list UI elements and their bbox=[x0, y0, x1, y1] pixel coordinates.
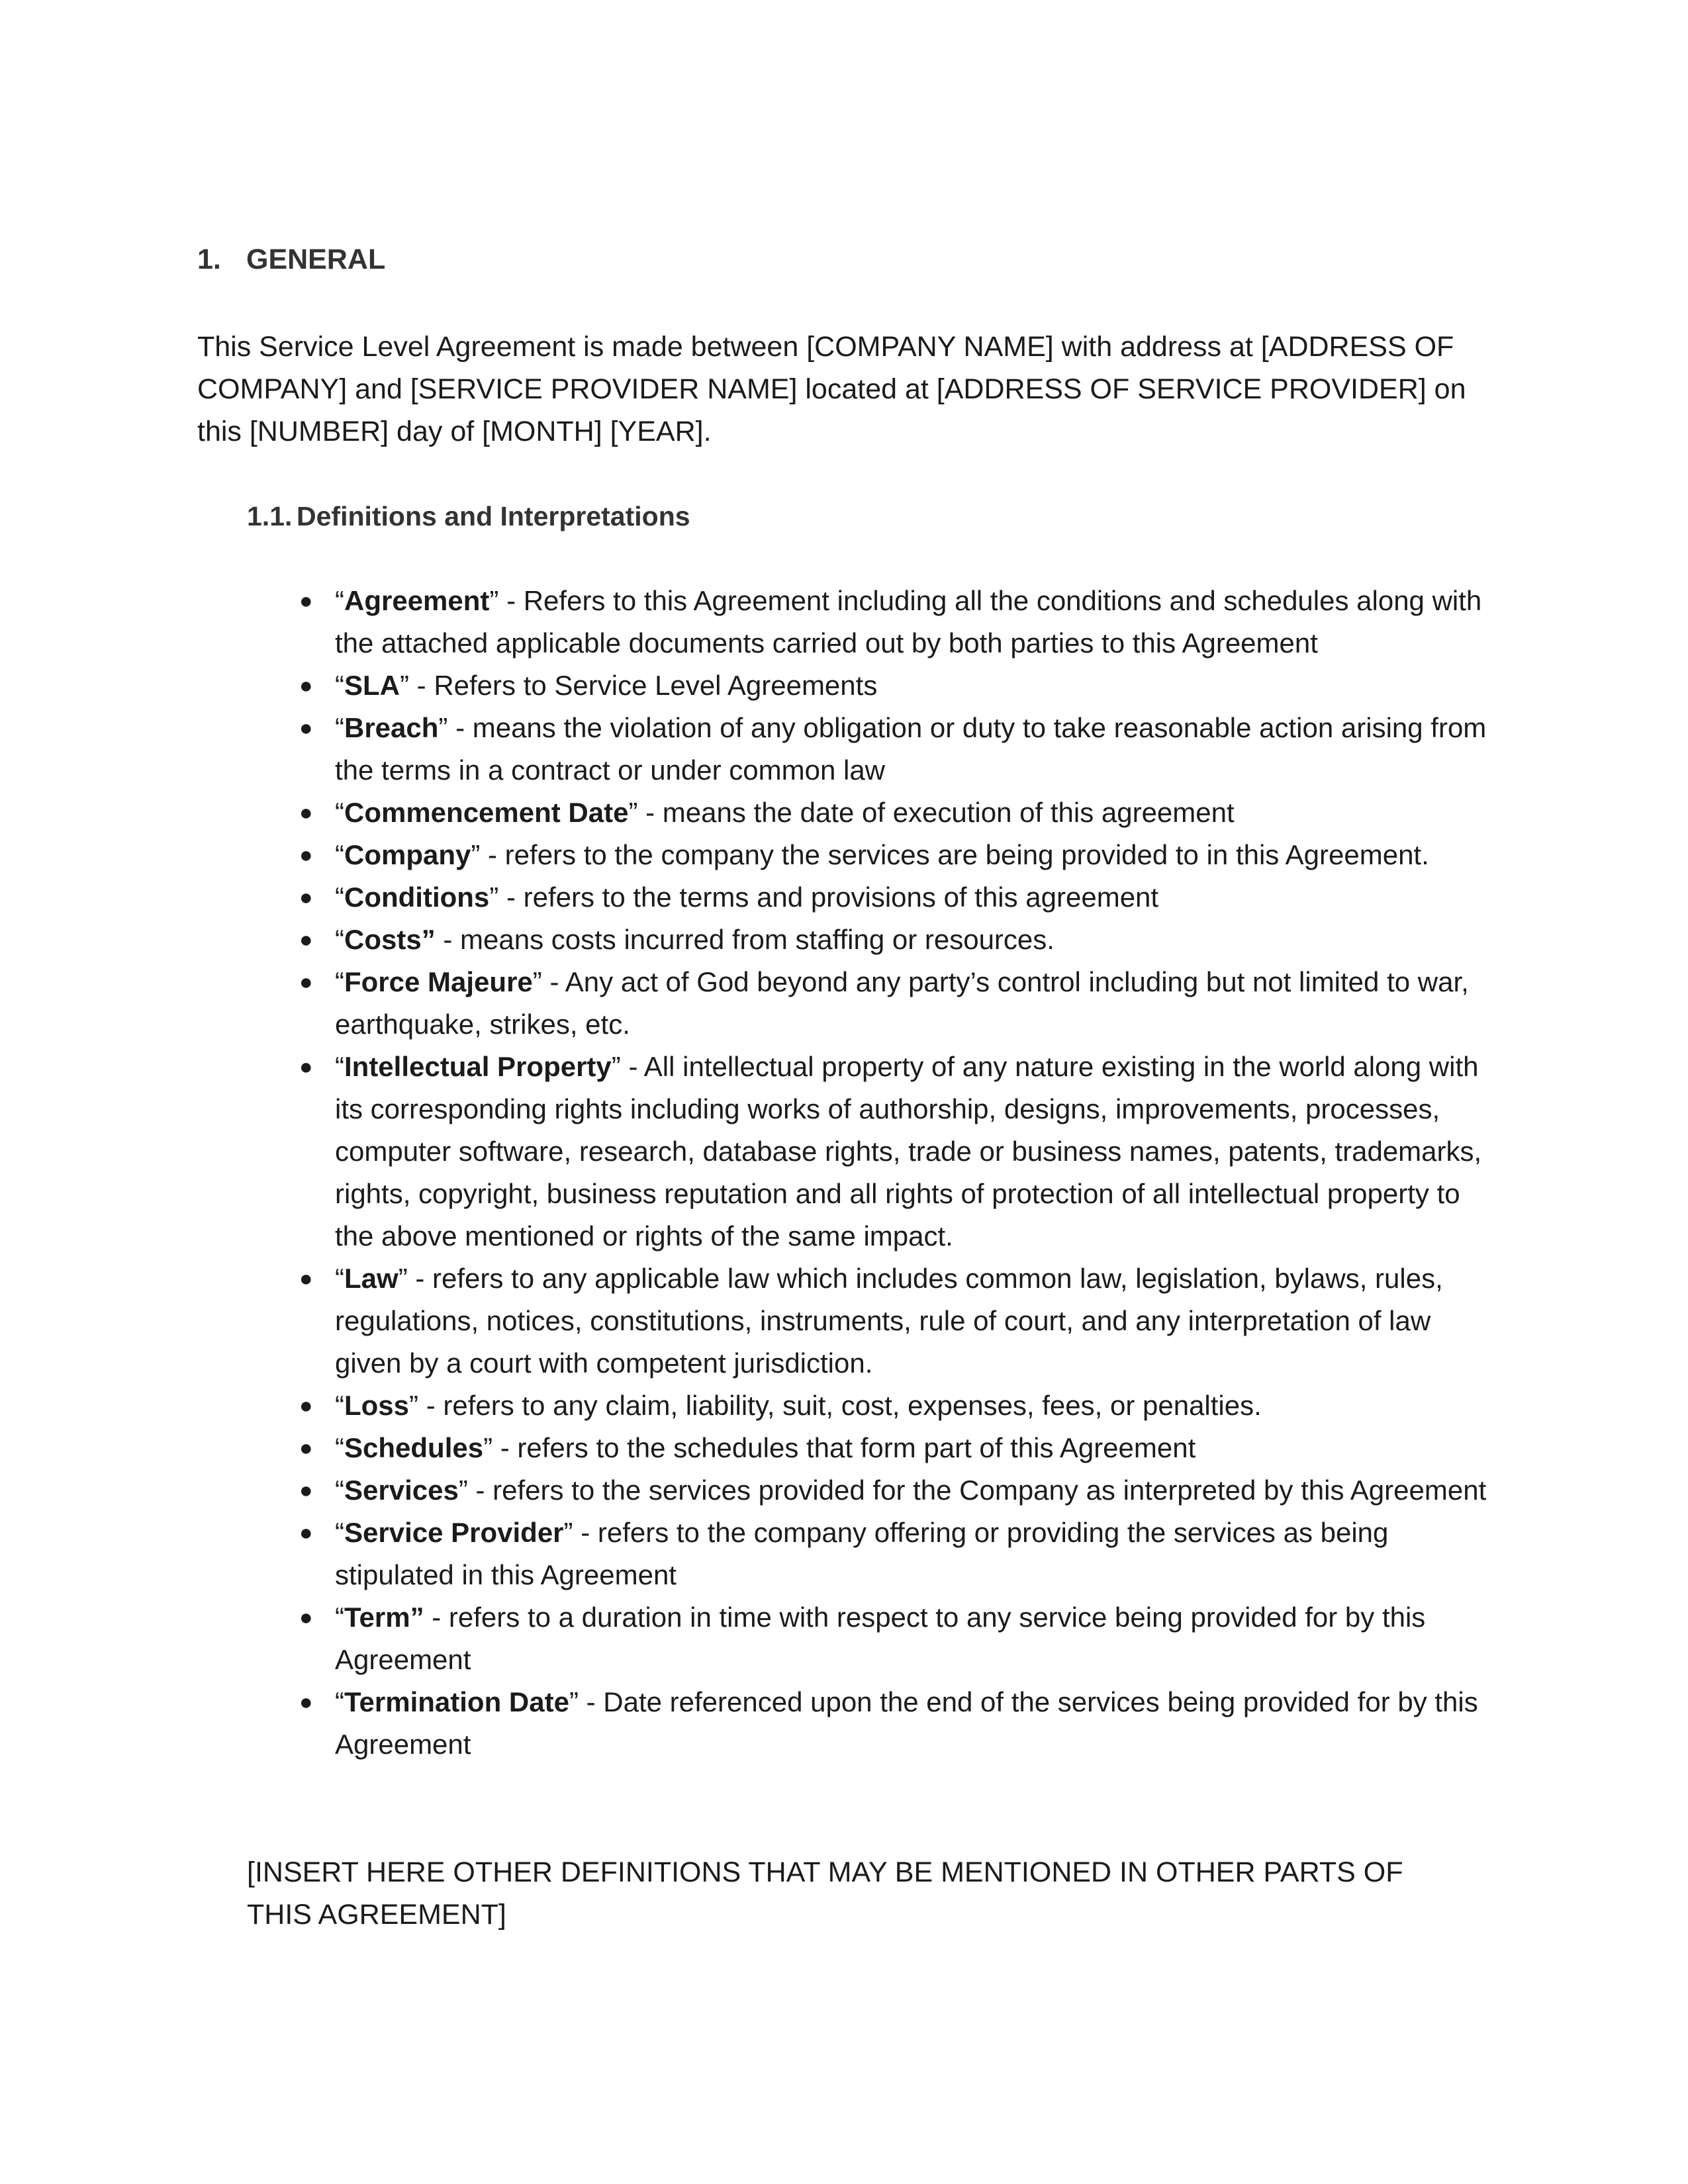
definition-text: - refers to a duration in time with respect to any service being provided for by this Agreement bbox=[335, 1602, 1426, 1675]
definition-text: - refers to the terms and provisions of this agreement bbox=[498, 882, 1159, 913]
close-quote: ” bbox=[569, 1686, 579, 1717]
open-quote: “ bbox=[335, 1263, 344, 1294]
definition-text: - refers to any claim, liability, suit, cost, expenses, fees, or penalties. bbox=[418, 1390, 1262, 1421]
subsection-number: 1.1. bbox=[247, 501, 293, 531]
definition-text: - means the violation of any obligation or duty to take reasonable action arising from the terms in a contract or under common law bbox=[335, 712, 1487, 786]
close-quote: ” bbox=[532, 966, 542, 997]
definition-item bbox=[299, 707, 1491, 792]
open-quote: “ bbox=[335, 1390, 344, 1421]
definition-item bbox=[299, 1596, 1491, 1681]
open-quote: “ bbox=[335, 1602, 344, 1633]
section-number: 1. bbox=[197, 244, 221, 275]
definition-item bbox=[299, 1046, 1491, 1257]
closing-placeholder: [INSERT HERE OTHER DEFINITIONS THAT MAY BE MENTIONED IN OTHER PARTS OF THIS AGREEMENT] bbox=[247, 1856, 1403, 1931]
definition-term: Law bbox=[344, 1263, 399, 1294]
definition-text: - Date referenced upon the end of the services being provided for by this Agreement bbox=[335, 1686, 1478, 1760]
open-quote: “ bbox=[335, 839, 344, 870]
close-quote: ” bbox=[458, 1475, 468, 1506]
close-quote: ” bbox=[471, 839, 481, 870]
bullet-icon: ● bbox=[299, 970, 313, 995]
definition-term: Termination Date bbox=[344, 1686, 569, 1717]
definition-text: - refers to the company the services are being provided to in this Agreement. bbox=[480, 839, 1429, 870]
open-quote: “ bbox=[335, 585, 344, 616]
definition-text: - Any act of God beyond any party’s control including but not limited to war, earthquake, strikes, etc. bbox=[335, 966, 1469, 1040]
definition-item bbox=[299, 580, 1491, 664]
section-heading bbox=[197, 238, 385, 281]
open-quote: “ bbox=[335, 1686, 344, 1717]
definition-term: Service Provider bbox=[344, 1517, 564, 1548]
open-quote: “ bbox=[335, 1517, 344, 1548]
open-quote: “ bbox=[335, 1432, 344, 1463]
definition-text: - Refers to Service Level Agreements bbox=[409, 670, 878, 701]
open-quote: “ bbox=[335, 882, 344, 913]
open-quote: “ bbox=[335, 797, 344, 828]
intro-paragraph: This Service Level Agreement is made between [COMPANY NAME] with address at [ADDRESS OF COMPANY] and [SERVICE PROVIDER NAME] located at [ADDRESS OF SERVICE PROVIDER] on this [NUMBER] day of [MONTH] [YEAR]. bbox=[197, 331, 1466, 447]
bullet-icon: ● bbox=[299, 1520, 313, 1545]
bullet-icon: ● bbox=[299, 800, 313, 825]
definition-term: Intellectual Property bbox=[344, 1051, 612, 1082]
close-quote: ” bbox=[409, 1390, 419, 1421]
definition-term: Term” bbox=[344, 1602, 424, 1633]
definition-term: SLA bbox=[344, 670, 400, 701]
open-quote: “ bbox=[335, 1475, 344, 1506]
definition-text: - means costs incurred from staffing or resources. bbox=[435, 924, 1055, 955]
bullet-icon: ● bbox=[299, 715, 313, 741]
definition-item bbox=[299, 792, 1491, 834]
definition-text: - refers to the company offering or providing the services as being stipulated in this Agreement bbox=[335, 1517, 1389, 1590]
definition-item bbox=[299, 1469, 1491, 1512]
bullet-icon: ● bbox=[299, 885, 313, 910]
definition-item bbox=[299, 961, 1491, 1046]
close-quote: ” bbox=[489, 585, 499, 616]
definition-term: Conditions bbox=[344, 882, 490, 913]
definition-text: - refers to the services provided for the Company as interpreted by this Agreement bbox=[467, 1475, 1487, 1506]
definition-term: Services bbox=[344, 1475, 459, 1506]
bullet-icon: ● bbox=[299, 927, 313, 952]
definition-term: Commencement Date bbox=[344, 797, 629, 828]
definition-term: Breach bbox=[344, 712, 439, 743]
definition-term: Loss bbox=[344, 1390, 410, 1421]
definition-item bbox=[299, 664, 1491, 707]
bullet-icon: ● bbox=[299, 1054, 313, 1079]
open-quote: “ bbox=[335, 1051, 344, 1082]
bullet-icon: ● bbox=[299, 1393, 313, 1418]
definitions-list bbox=[299, 580, 1491, 1766]
definition-term: Force Majeure bbox=[344, 966, 533, 997]
bullet-icon: ● bbox=[299, 588, 313, 614]
section-title: GENERAL bbox=[246, 244, 386, 275]
definition-item bbox=[299, 834, 1491, 876]
definition-term: Costs” bbox=[344, 924, 436, 955]
definition-item bbox=[299, 919, 1491, 961]
definition-item bbox=[299, 876, 1491, 919]
close-quote: ” bbox=[398, 1263, 408, 1294]
close-quote: ” bbox=[563, 1517, 573, 1548]
subsection-heading bbox=[247, 495, 690, 537]
subsection-title: Definitions and Interpretations bbox=[297, 501, 690, 531]
close-quote: ” bbox=[400, 670, 409, 701]
bullet-icon: ● bbox=[299, 842, 313, 868]
bullet-icon: ● bbox=[299, 673, 313, 698]
open-quote: “ bbox=[335, 924, 344, 955]
bullet-icon: ● bbox=[299, 1435, 313, 1461]
bullet-icon: ● bbox=[299, 1266, 313, 1291]
bullet-icon: ● bbox=[299, 1690, 313, 1715]
close-quote: ” bbox=[438, 712, 448, 743]
definition-text: - refers to the schedules that form part of this Agreement bbox=[492, 1432, 1196, 1463]
close-quote: ” bbox=[611, 1051, 621, 1082]
open-quote: “ bbox=[335, 712, 344, 743]
close-quote: ” bbox=[483, 1432, 493, 1463]
definition-text: - refers to any applicable law which includes common law, legislation, bylaws, rules, regulations, notices, constitutions, instruments, rule of court, and any interpretation of law given by a court with competent jurisdiction. bbox=[335, 1263, 1443, 1379]
definition-text: - Refers to this Agreement including all the conditions and schedules along with the attached applicable documents carried out by both parties to this Agreement bbox=[335, 585, 1482, 659]
definition-item bbox=[299, 1512, 1491, 1596]
open-quote: “ bbox=[335, 966, 344, 997]
definition-term: Agreement bbox=[344, 585, 490, 616]
definition-item bbox=[299, 1257, 1491, 1385]
definition-item bbox=[299, 1385, 1491, 1427]
definition-text: - means the date of execution of this agreement bbox=[637, 797, 1235, 828]
definition-item bbox=[299, 1681, 1491, 1766]
definition-term: Company bbox=[344, 839, 471, 870]
open-quote: “ bbox=[335, 670, 344, 701]
definition-text: - All intellectual property of any nature existing in the world along with its corresponding rights including works of authorship, designs, improvements, processes, computer software, research, database rights, trade or business names, patents, trademarks, rights, copyright, business reputation and all rights of protection of all intellectual property to the above mentioned or rights of the same impact. bbox=[335, 1051, 1482, 1251]
bullet-icon: ● bbox=[299, 1478, 313, 1503]
close-quote: ” bbox=[628, 797, 638, 828]
close-quote: ” bbox=[489, 882, 499, 913]
definition-term: Schedules bbox=[344, 1432, 484, 1463]
bullet-icon: ● bbox=[299, 1605, 313, 1630]
definition-item bbox=[299, 1427, 1491, 1469]
